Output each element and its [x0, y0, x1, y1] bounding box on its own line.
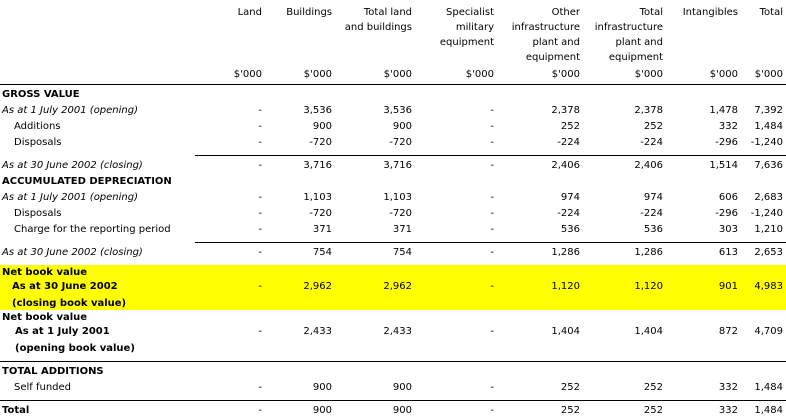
table-cell: 1,120 [497, 279, 583, 293]
header-intangibles: Intangibles [682, 7, 738, 18]
table-cell: - [258, 121, 262, 132]
table-row-closing [0, 156, 786, 173]
table-cell: 1,404 [551, 326, 580, 337]
table-row [0, 204, 786, 220]
table-cell: - [415, 279, 497, 293]
table-cell: 303 [718, 224, 738, 235]
nbv-opening-row-1 [0, 310, 786, 324]
table-cell: 332 [718, 121, 738, 132]
table-row [0, 133, 786, 149]
table-cell: - [258, 224, 262, 235]
table-cell: 1,210 [754, 224, 783, 235]
table-cell: 613 [666, 243, 741, 260]
table-cell: -720 [389, 208, 412, 219]
table-cell: 1,484 [754, 121, 783, 132]
table-row [0, 188, 786, 204]
table-cell: 900 [265, 401, 335, 418]
table-cell: - [490, 121, 494, 132]
table-cell: 252 [643, 382, 663, 393]
row-label: Self funded [14, 382, 72, 393]
table-cell: 536 [560, 224, 580, 235]
table-cell: -296 [715, 208, 738, 219]
table-cell: -720 [309, 137, 332, 148]
table-cell: 900 [335, 401, 415, 418]
row-label: Additions [14, 121, 61, 132]
table-row [0, 117, 786, 133]
header-total-infrastructure: Total infrastructure plant and equipment [594, 7, 663, 63]
table-cell: -224 [640, 137, 663, 148]
table-cell: - [490, 137, 494, 148]
units-blank [0, 65, 195, 85]
table-cell: 2,962 [265, 279, 335, 293]
unit-cell: $'000 [415, 65, 497, 85]
row-label: Disposals [14, 208, 62, 219]
table-cell: -1,240 [750, 137, 783, 148]
row-label: Net book value [2, 312, 88, 323]
table-cell: 3,536 [383, 105, 412, 116]
nbv-closing-row-1 [0, 265, 786, 279]
row-label: (closing book value) [0, 293, 195, 310]
table-row [0, 378, 786, 394]
nbv-closing-row-3 [0, 293, 786, 310]
section-heading-accumulated-depreciation [0, 172, 786, 188]
table-cell: 1,514 [666, 156, 741, 173]
table-cell: 1,484 [754, 382, 783, 393]
table-cell: 900 [312, 382, 332, 393]
table-cell: 4,983 [741, 279, 786, 293]
table-cell: 3,716 [265, 156, 335, 173]
unit-cell: $'000 [195, 65, 265, 85]
row-label: As at 30 June 2002 (closing) [2, 160, 143, 171]
nbv-opening-row-3 [0, 338, 786, 355]
row-label: Disposals [14, 137, 62, 148]
table-cell: 1,484 [741, 401, 786, 418]
table-cell: 900 [312, 121, 332, 132]
table-row [0, 220, 786, 236]
nbv-closing-row-2 [0, 279, 786, 293]
table-cell: 2,683 [754, 192, 783, 203]
table-cell: 900 [392, 121, 412, 132]
table-cell: - [195, 156, 265, 173]
table-cell: 2,433 [383, 326, 412, 337]
table-cell: 2,433 [303, 326, 332, 337]
unit-cell: $'000 [265, 65, 335, 85]
table-cell: 332 [666, 401, 741, 418]
table-cell: 252 [583, 401, 666, 418]
table-cell: - [258, 208, 262, 219]
table-cell: 2,406 [497, 156, 583, 173]
table-cell: 1,404 [634, 326, 663, 337]
nbv-opening-row-2 [0, 324, 786, 338]
table-cell: - [490, 224, 494, 235]
table-cell: 252 [497, 401, 583, 418]
table-cell: 754 [335, 243, 415, 260]
table-cell: -224 [557, 137, 580, 148]
table-cell: - [490, 208, 494, 219]
table-cell: - [490, 105, 494, 116]
row-label: Net book value [0, 265, 195, 279]
unit-cell: $'000 [497, 65, 583, 85]
section-heading-gross-value [0, 85, 786, 102]
table-cell: 3,716 [335, 156, 415, 173]
table-cell: 7,392 [754, 105, 783, 116]
table-cell: 1,103 [383, 192, 412, 203]
table-cell: - [258, 326, 262, 337]
table-cell: 252 [560, 382, 580, 393]
table-cell: 1,286 [497, 243, 583, 260]
row-label: As at 1 July 2001 (opening) [2, 105, 139, 116]
row-label: As at 1 July 2001 [15, 326, 110, 337]
blank-cell [195, 293, 786, 310]
table-cell: - [490, 382, 494, 393]
header-blank [0, 0, 195, 65]
table-cell: -720 [309, 208, 332, 219]
blank-cell [195, 338, 786, 355]
table-cell: 754 [265, 243, 335, 260]
table-cell: -1,240 [750, 208, 783, 219]
row-label: As at 1 July 2001 (opening) [2, 192, 139, 203]
table-cell: - [415, 243, 497, 260]
table-cell: 2,378 [634, 105, 663, 116]
table-cell: 974 [643, 192, 663, 203]
table-cell: 7,636 [741, 156, 786, 173]
table-cell: 371 [392, 224, 412, 235]
table-cell: 2,962 [335, 279, 415, 293]
row-label: (opening book value) [15, 343, 135, 354]
table-cell: -224 [557, 208, 580, 219]
unit-cell: $'000 [583, 65, 666, 85]
header-other-infrastructure: Other infrastructure plant and equipment [511, 7, 580, 63]
header-total-land-buildings: Total land and buildings [344, 7, 412, 33]
table-cell: - [258, 192, 262, 203]
table-cell: - [258, 382, 262, 393]
table-cell: 252 [560, 121, 580, 132]
row-label: As at 30 June 2002 (closing) [2, 247, 143, 258]
unit-cell: $'000 [741, 65, 786, 85]
table-cell: 332 [718, 382, 738, 393]
table-cell: - [258, 105, 262, 116]
blank-cell [195, 310, 786, 324]
table-cell: 252 [643, 121, 663, 132]
table-cell: - [195, 401, 265, 418]
table-cell: -224 [640, 208, 663, 219]
table-cell: 1,478 [709, 105, 738, 116]
table-cell: 872 [718, 326, 738, 337]
table-cell: -720 [389, 137, 412, 148]
section-title: GROSS VALUE [2, 89, 80, 100]
table-cell: 1,286 [583, 243, 666, 260]
table-cell: - [490, 192, 494, 203]
table-cell: 371 [312, 224, 332, 235]
row-label: As at 30 June 2002 [0, 279, 195, 293]
header-land: Land [237, 7, 262, 18]
table-row [0, 101, 786, 117]
row-label: Charge for the reporting period [14, 224, 171, 235]
header-buildings: Buildings [286, 7, 332, 18]
table-cell: - [195, 243, 265, 260]
table-cell: - [415, 401, 497, 418]
table-cell: 536 [643, 224, 663, 235]
table-cell: 4,709 [754, 326, 783, 337]
table-cell: - [490, 326, 494, 337]
table-cell: 974 [560, 192, 580, 203]
table-row-closing [0, 243, 786, 260]
table-cell: 901 [666, 279, 741, 293]
table-row-grand-total [0, 401, 786, 418]
section-heading-total-additions [0, 362, 786, 379]
table-cell: 1,120 [583, 279, 666, 293]
units-row [0, 65, 786, 85]
section-title: ACCUMULATED DEPRECIATION [2, 176, 172, 187]
section-title: TOTAL ADDITIONS [0, 362, 786, 379]
table-cell: 3,536 [303, 105, 332, 116]
table-cell: - [415, 156, 497, 173]
table-cell: 2,653 [741, 243, 786, 260]
table-cell: 606 [718, 192, 738, 203]
table-cell: 1,103 [303, 192, 332, 203]
column-header-row [0, 0, 786, 65]
table-cell: 900 [392, 382, 412, 393]
table-cell: - [258, 137, 262, 148]
row-label: Total [0, 401, 195, 418]
unit-cell: $'000 [666, 65, 741, 85]
unit-cell: $'000 [335, 65, 415, 85]
table-cell: -296 [715, 137, 738, 148]
blank-cell [195, 265, 786, 279]
table-cell: 2,378 [551, 105, 580, 116]
table-cell: 2,406 [583, 156, 666, 173]
header-total: Total [759, 7, 783, 18]
table-cell: - [195, 279, 265, 293]
header-specialist-military: Specialist military equipment [439, 7, 494, 48]
